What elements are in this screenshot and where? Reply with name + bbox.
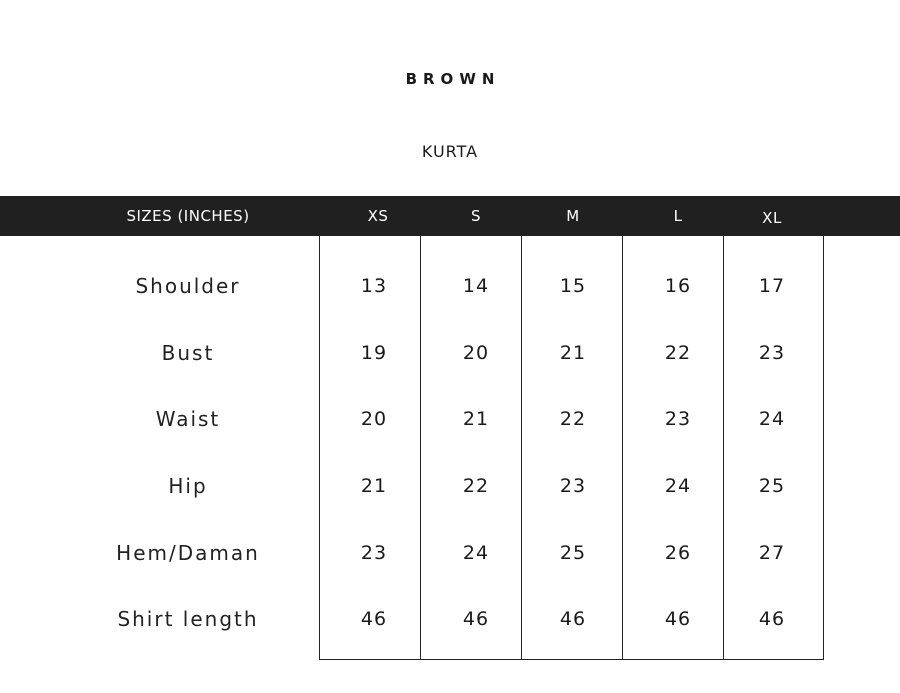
size-value: 13 bbox=[360, 275, 388, 297]
size-value: 16 bbox=[664, 275, 692, 297]
size-value: 25 bbox=[559, 542, 587, 564]
measurement-row-waist bbox=[0, 404, 900, 434]
measurement-row-hem bbox=[0, 538, 900, 568]
size-value: 22 bbox=[559, 408, 587, 430]
size-value: 21 bbox=[360, 475, 388, 497]
size-value: 46 bbox=[664, 608, 692, 630]
size-value: 24 bbox=[462, 542, 490, 564]
size-value: 23 bbox=[559, 475, 587, 497]
row-label: Waist bbox=[155, 407, 221, 431]
header-size-xl: XL bbox=[762, 209, 782, 227]
size-value: 17 bbox=[758, 275, 786, 297]
size-value: 20 bbox=[360, 408, 388, 430]
measurement-row-shirt-length bbox=[0, 604, 900, 634]
brand-title: BROWN bbox=[405, 70, 501, 88]
size-value: 15 bbox=[559, 275, 587, 297]
header-size-l: L bbox=[673, 207, 683, 225]
size-value: 24 bbox=[664, 475, 692, 497]
size-value: 26 bbox=[664, 542, 692, 564]
size-value: 22 bbox=[462, 475, 490, 497]
size-value: 24 bbox=[758, 408, 786, 430]
size-chart-header bbox=[0, 196, 900, 236]
row-label: Hip bbox=[168, 474, 208, 498]
size-value: 46 bbox=[360, 608, 388, 630]
size-value: 23 bbox=[664, 408, 692, 430]
size-value: 46 bbox=[462, 608, 490, 630]
measurement-row-shoulder bbox=[0, 271, 900, 301]
size-value: 21 bbox=[462, 408, 490, 430]
measurement-row-bust bbox=[0, 338, 900, 368]
size-value: 20 bbox=[462, 342, 490, 364]
size-value: 19 bbox=[360, 342, 388, 364]
header-size-m: M bbox=[566, 207, 580, 225]
header-size-s: S bbox=[470, 207, 482, 225]
row-label: Shirt length bbox=[117, 607, 259, 631]
row-label: Bust bbox=[161, 341, 215, 365]
measurement-row-hip bbox=[0, 471, 900, 501]
header-size-xs: XS bbox=[367, 207, 389, 225]
row-label: Hem/Daman bbox=[116, 541, 260, 565]
size-value: 23 bbox=[758, 342, 786, 364]
row-label: Shoulder bbox=[135, 274, 241, 298]
size-value: 14 bbox=[462, 275, 490, 297]
size-value: 46 bbox=[758, 608, 786, 630]
size-value: 25 bbox=[758, 475, 786, 497]
header-label: SIZES (INCHES) bbox=[126, 207, 250, 225]
size-value: 27 bbox=[758, 542, 786, 564]
size-value: 21 bbox=[559, 342, 587, 364]
size-value: 22 bbox=[664, 342, 692, 364]
size-value: 46 bbox=[559, 608, 587, 630]
size-value: 23 bbox=[360, 542, 388, 564]
product-title: KURTA bbox=[421, 142, 479, 161]
